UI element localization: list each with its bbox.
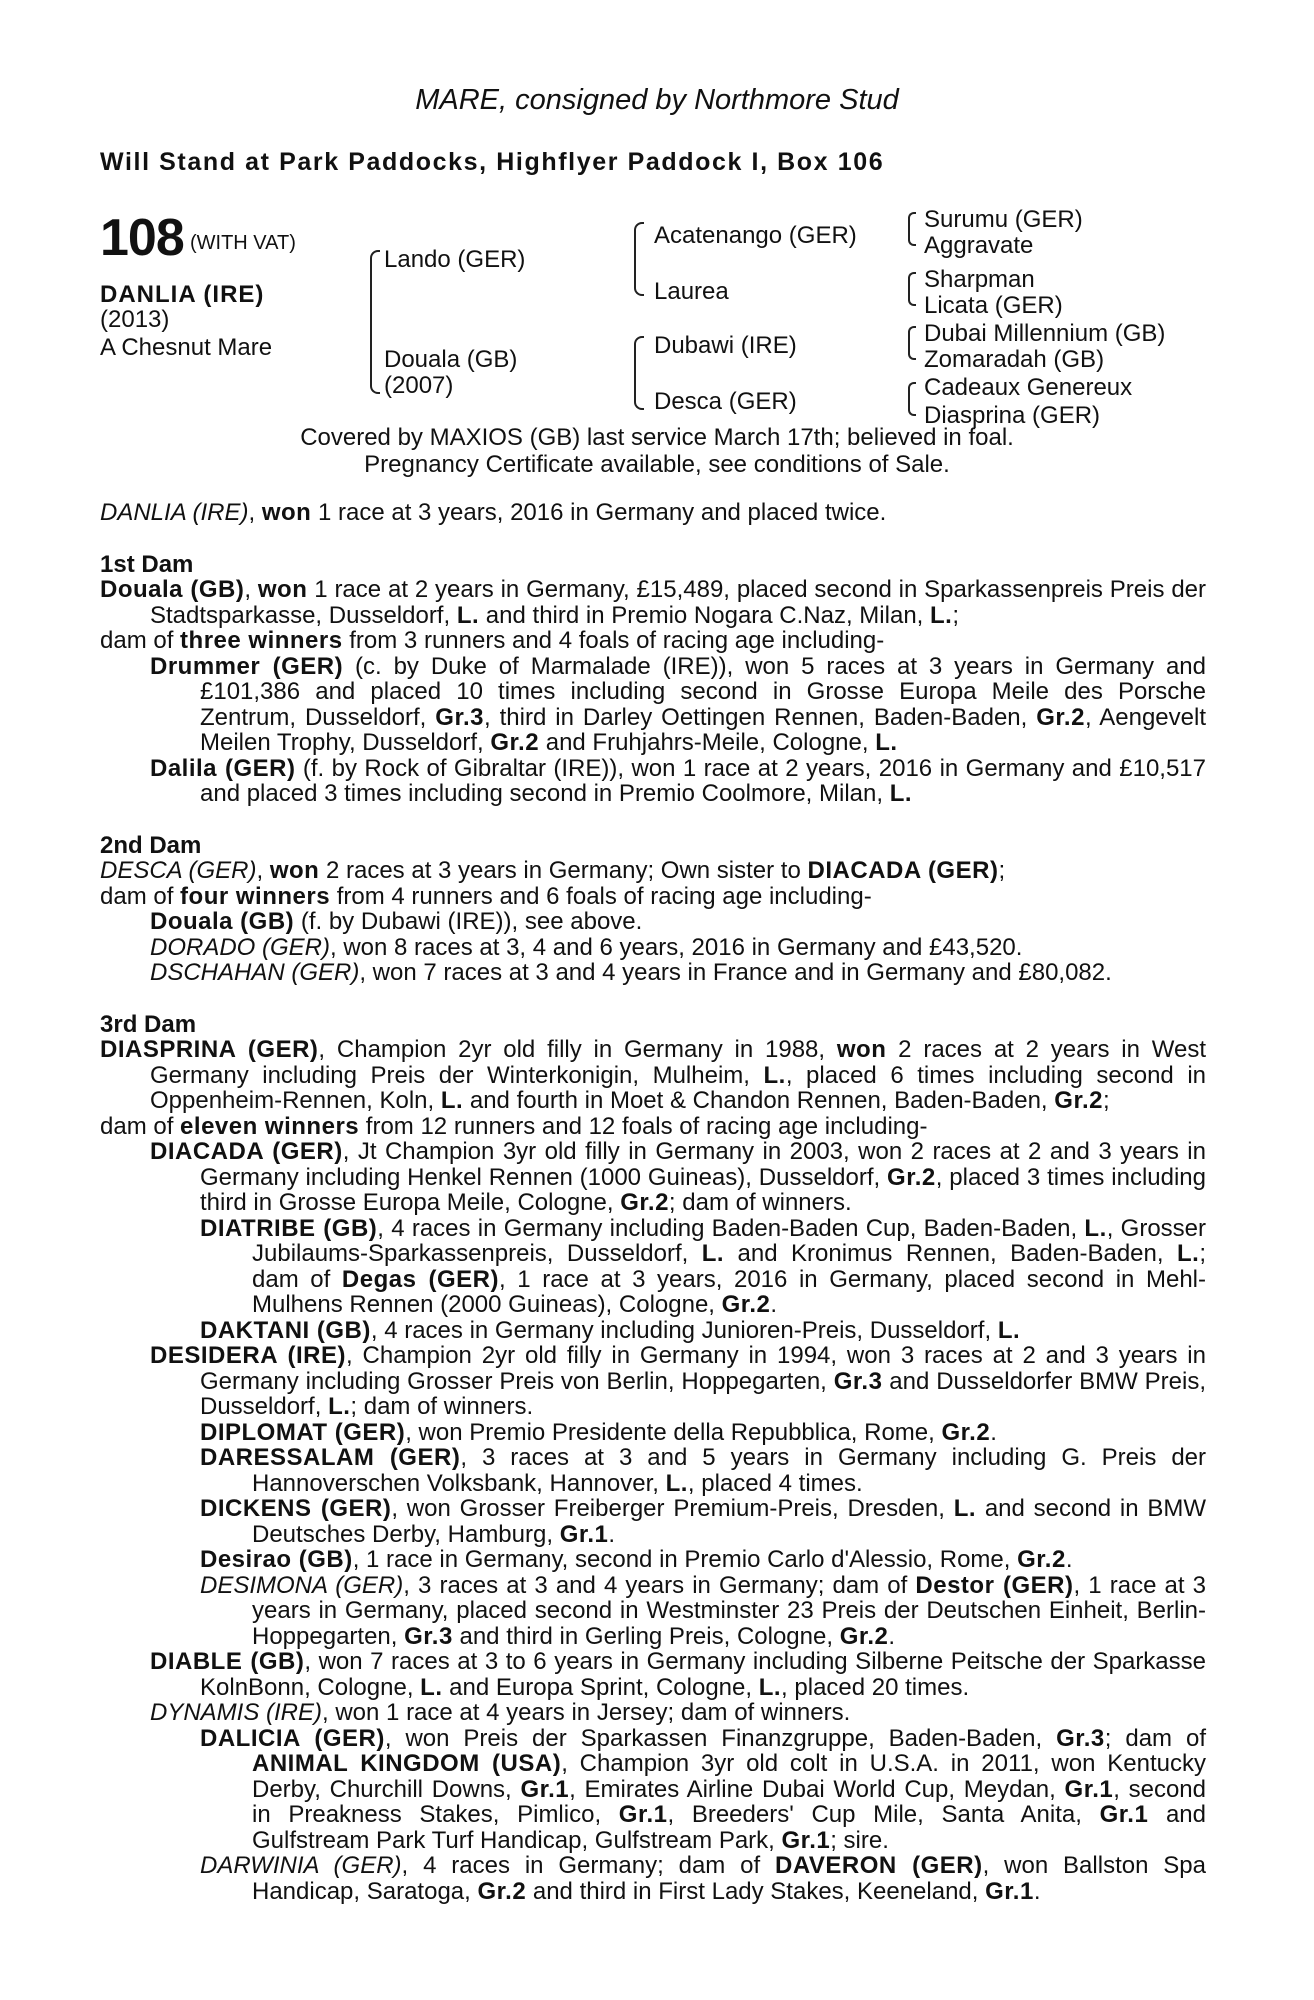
progeny-text: and third in First Lady Stakes, Keeneland,	[526, 1877, 986, 1905]
first-dam-name: Douala (GB)	[100, 576, 245, 603]
progeny-text: , placed 3 times including third in Grosse Europa Meile, Cologne,	[200, 1163, 1207, 1216]
progeny-name: DIACADA (GER)	[150, 1138, 343, 1165]
progeny-text: ; dam of winners.	[350, 1393, 534, 1420]
group-level: Gr.2	[1036, 703, 1085, 731]
second-dam-heading: 2nd Dam	[100, 831, 202, 859]
listed-level: L.	[665, 1469, 688, 1497]
group-level: Gr.2	[887, 1163, 936, 1191]
progeny-text: , 1 race at 3 years, 2016 in Germany, placed second in Mehl-Mulhens Rennen (2000 Guineas), Cologne,	[252, 1265, 1206, 1318]
progeny-desirao	[100, 1547, 1206, 1573]
group-level: Gr.1	[1099, 1801, 1149, 1828]
first-dam-text-2: and third in Premio Nogara C.Naz, Milan,	[479, 601, 930, 629]
group-level: Gr.2	[1054, 1087, 1103, 1114]
progeny-text: ; dam of winners.	[668, 1189, 852, 1216]
progeny-name: DIATRIBE (GB)	[200, 1214, 378, 1242]
progeny-dynamis	[100, 1700, 1206, 1726]
third-dam-dam-of-rest: from 12 runners and 12 foals of racing age including-	[359, 1112, 928, 1140]
second-dam-dam-of-rest: from 4 runners and 6 foals of racing age including-	[330, 882, 872, 910]
second-dam-name: DESCA (GER)	[100, 857, 257, 884]
pedigree-dd-dam: Diasprina (GER)	[924, 402, 1101, 429]
horse-year: (2013)	[100, 306, 170, 333]
progeny-text: and Kronimus Rennen, Baden-Baden,	[724, 1240, 1177, 1267]
progeny-text: , won Ballston Spa Handicap, Saratoga,	[252, 1852, 1206, 1905]
pedigree-sd-dam: Licata (GER)	[924, 292, 1063, 319]
progeny-text: and Europa Sprint, Cologne,	[442, 1673, 759, 1701]
first-dam-listed-2: L.	[930, 601, 953, 629]
listed-level: L.	[997, 1316, 1021, 1344]
second-dam-text-1: 2 races at 3 years in Germany; Own sister to	[319, 857, 808, 884]
pedigree-sd-sire: Sharpman	[924, 266, 1035, 293]
progeny-diable	[100, 1649, 1206, 1700]
progeny-text: , placed 20 times.	[781, 1673, 970, 1701]
pedigree-brace-dam	[634, 336, 644, 410]
progeny-text: , 4 races in Germany including Baden-Baden Cup, Baden-Baden,	[377, 1214, 1085, 1242]
progeny-text: , 3 races at 3 and 5 years in Germany including G. Preis der Hannoverschen Volksbank, Hannover,	[252, 1444, 1207, 1497]
horse-name: DANLIA (IRE)	[100, 281, 265, 308]
first-dam-text-3: ;	[952, 601, 959, 629]
cover-line-1: Covered by MAXIOS (GB) last service March 17th; believed in foal.	[300, 424, 1014, 451]
pedigree-brace-ss	[908, 212, 916, 246]
group-level: Gr.3	[1056, 1724, 1105, 1752]
progeny-name: DESIMONA (GER)	[200, 1571, 404, 1599]
progeny-text: , Aengevelt Meilen Trophy, Dusseldorf,	[200, 703, 1206, 756]
progeny-text: , 3 races at 3 and 4 years in Germany; dam of	[403, 1571, 916, 1599]
group-level: Gr.1	[559, 1520, 609, 1548]
third-dam-dam-of: dam of	[100, 1112, 181, 1140]
vat-note: (WITH VAT)	[190, 232, 296, 254]
progeny-daressalam	[100, 1445, 1206, 1496]
group-level: Gr.2	[1017, 1546, 1066, 1573]
progeny-text: , 1 race in Germany, second in Premio Carlo d'Alessio, Rome,	[352, 1546, 1018, 1573]
pedigree-ss-dam: Aggravate	[924, 232, 1034, 259]
second-dam-text-2: ;	[998, 857, 1006, 884]
progeny-text: ; dam of	[252, 1240, 1206, 1293]
pedigree-dam: Douala (GB)	[384, 346, 518, 373]
progeny-text: , 4 races in Germany; dam of	[401, 1852, 776, 1879]
listed-level: L.	[758, 1673, 782, 1701]
listed-level: L.	[420, 1673, 443, 1701]
progeny-name: DIABLE (GB)	[150, 1648, 305, 1675]
progeny-text: , won 1 race at 4 years in Jersey; dam of winners.	[322, 1699, 851, 1726]
group-level: Gr.2	[490, 729, 540, 756]
group-level: Gr.3	[404, 1622, 453, 1650]
third-dam-won: won	[836, 1036, 887, 1063]
second-dam-winners: four winners	[180, 882, 331, 910]
listed-level: L.	[763, 1061, 786, 1089]
pedigree-sire-sire: Acatenango (GER)	[654, 222, 857, 249]
progeny-name: DYNAMIS (IRE)	[150, 1699, 323, 1726]
progeny-diatribe	[100, 1216, 1206, 1318]
progeny-text: (f. by Rock of Gibraltar (IRE)), won 1 race at 2 years, 2016 in Germany and £10,517 and placed 3 times including second in Premio Coolmore, Milan,	[200, 754, 1206, 807]
group-level: Gr.2	[721, 1291, 771, 1318]
progeny-name: DARESSALAM (GER)	[200, 1444, 461, 1471]
third-dam-record	[100, 1037, 1206, 1114]
progeny-desidera	[100, 1343, 1206, 1420]
pedigree-brace-main	[370, 250, 380, 394]
listed-level: L.	[875, 729, 898, 756]
progeny-name: DESIDERA (IRE)	[150, 1342, 346, 1369]
summary-rest: 1 race at 3 years, 2016 in Germany and placed twice.	[311, 499, 887, 526]
progeny-text: , won Premio Presidente della Repubblica, Rome,	[405, 1418, 942, 1446]
progeny-name: DALICIA (GER)	[200, 1724, 385, 1752]
progeny-dickens	[100, 1496, 1206, 1547]
pedigree-brace-sire	[634, 222, 644, 296]
group-level: Gr.2	[941, 1418, 991, 1446]
pedigree-ds-dam: Zomaradah (GB)	[924, 346, 1105, 373]
progeny-text: ; sire.	[830, 1826, 889, 1854]
group-level: Gr.1	[781, 1826, 831, 1854]
summary-won: won	[261, 499, 312, 526]
progeny-diacada	[100, 1139, 1206, 1216]
first-dam-text-1: 1 race at 2 years in Germany, £15,489, placed second in Sparkassenpreis Preis der Stadtsparkasse, Dusseldorf,	[150, 576, 1206, 629]
first-dam-record: Douala (GB), won 1 race at 2 years in Germany, £15,489, placed second in Sparkassenpreis Preis der Stadtsparkasse, Dusseldorf, L. and third in Premio Nogara C.Naz, Milan, L.;	[100, 576, 1206, 629]
group-level: Gr.3	[833, 1367, 883, 1395]
progeny-diplomat	[100, 1420, 1206, 1446]
second-dam-sister: DIACADA (GER)	[807, 857, 999, 884]
progeny-text: , won 7 races at 3 and 4 years in France and in Germany and £80,082.	[359, 959, 1112, 986]
progeny-text: and Dusseldorfer BMW Preis, Dusseldorf,	[200, 1367, 1206, 1420]
progeny-text: .	[990, 1418, 997, 1446]
progeny-name: DICKENS (GER)	[200, 1495, 392, 1522]
third-dam-text: 2 races at 2 years in West Germany including Preis der Winterkonigin, Mulheim,	[150, 1036, 1207, 1089]
first-dam-dam-of-rest: from 3 runners and 4 foals of racing age including-	[342, 627, 885, 654]
progeny-text: , third in Darley Oettingen Rennen, Baden-Baden,	[484, 703, 1037, 731]
listed-level: L.	[701, 1240, 725, 1267]
pedigree-dam-year: (2007)	[384, 372, 454, 399]
listed-level: L.	[1177, 1240, 1200, 1267]
progeny-text: .	[1065, 1546, 1073, 1573]
progeny-name: Dalila (GER)	[150, 754, 296, 782]
catalogue-body	[100, 500, 1206, 1904]
first-dam-progeny-2	[100, 756, 1206, 807]
stable-location: Will Stand at Park Paddocks, Highflyer Paddock I, Box 106	[100, 148, 885, 176]
horse-description: A Chesnut Mare	[100, 334, 273, 361]
summary: DANLIA (IRE), won 1 race at 3 years, 2016 in Germany and placed twice.	[100, 499, 887, 526]
progeny-text: (c. by Duke of Marmalade (IRE)), won 5 races at 3 years in Germany and £101,386 and placed 10 times including second in Grosse Europa Meile des Porsche Zentrum, Dusseldorf,	[200, 652, 1206, 731]
pedigree-sire: Lando (GER)	[384, 246, 526, 273]
spacer	[100, 807, 1206, 833]
second-dam-record: DESCA (GER), won 2 races at 3 years in Germany; Own sister to DIACADA (GER);	[100, 857, 1006, 884]
progeny-text: .	[770, 1291, 778, 1318]
progeny-text: , 1 race at 3 years in Germany, placed second in Westminster 23 Preis der Deutschen Einheit, Berlin-Hoppegarten,	[252, 1571, 1207, 1650]
progeny-text: , Champion 2yr old filly in Germany in 1994, won 3 races at 2 and 3 years in Germany including Grosser Preis von Berlin, Hoppegarten,	[200, 1342, 1206, 1395]
progeny-text: .	[888, 1622, 896, 1650]
first-dam-dam-of: dam of	[100, 627, 181, 654]
progeny-text: , Champion 3yr old colt in U.S.A. in 2011, won Kentucky Derby, Churchill Downs,	[252, 1750, 1206, 1803]
pedigree-ss-sire: Surumu (GER)	[924, 206, 1083, 233]
listed-level: L.	[889, 780, 913, 807]
pedigree-brace-ds	[908, 326, 916, 360]
progeny-name: DIPLOMAT (GER)	[200, 1418, 406, 1446]
third-dam-produce-summary	[100, 1114, 1206, 1140]
progeny-desimona	[100, 1573, 1206, 1650]
progeny-name: DAKTANI (GB)	[200, 1316, 371, 1344]
progeny-dalicia	[100, 1726, 1206, 1854]
first-dam-winners: three winners	[180, 627, 343, 654]
group-level: Gr.2	[839, 1622, 889, 1650]
second-dam-progeny-2	[100, 935, 1206, 961]
progeny-text: , Grosser Jubilaums-Sparkassenpreis, Dusseldorf,	[252, 1214, 1207, 1267]
first-dam-heading: 1st Dam	[100, 550, 194, 578]
group-level: Gr.1	[1064, 1775, 1114, 1803]
progeny-text: and Gulfstream Park Turf Handicap, Gulfstream Park,	[252, 1801, 1207, 1854]
pedigree-dd-sire: Cadeaux Genereux	[924, 374, 1133, 401]
first-dam-produce-summary	[100, 628, 1206, 654]
first-dam-progeny-1	[100, 654, 1206, 756]
progeny-text: and second in BMW Deutsches Derby, Hamburg,	[252, 1495, 1207, 1548]
listed-level: L.	[1084, 1214, 1107, 1242]
progeny-text: , placed 4 times.	[687, 1469, 863, 1497]
summary-name: DANLIA (IRE)	[100, 499, 249, 526]
progeny-daktani	[100, 1318, 1206, 1344]
second-dam-produce-summary	[100, 884, 1206, 910]
pedigree-dam-sire: Dubawi (IRE)	[654, 332, 797, 359]
progeny-text: , Breeders' Cup Mile, Santa Anita,	[667, 1801, 1100, 1828]
progeny-name: Degas (GER)	[341, 1265, 500, 1293]
progeny-darwinia	[100, 1853, 1206, 1904]
third-dam-name: DIASPRINA (GER)	[100, 1036, 319, 1063]
progeny-text: , won Grosser Freiberger Premium-Preis, Dresden,	[391, 1495, 954, 1522]
progeny-text: , 4 races in Germany including Junioren-Preis, Dusseldorf,	[370, 1316, 998, 1344]
group-level: Gr.3	[435, 703, 484, 731]
progeny-name: Drummer (GER)	[150, 652, 344, 680]
third-dam-winners: eleven winners	[180, 1112, 360, 1140]
second-dam-dam-of: dam of	[100, 882, 181, 910]
listed-level: L.	[953, 1495, 977, 1522]
progeny-name: Desirao (GB)	[200, 1546, 353, 1573]
progeny-name: Douala (GB)	[150, 908, 295, 935]
progeny-text: , won Preis der Sparkassen Finanzgruppe, Baden-Baden,	[384, 1724, 1057, 1752]
third-dam-text: and fourth in Moet & Chandon Rennen, Baden-Baden,	[463, 1087, 1055, 1114]
spacer	[100, 526, 1206, 552]
third-dam-heading: 3rd Dam	[100, 1010, 197, 1038]
group-level: Gr.1	[985, 1877, 1034, 1905]
progeny-name: DARWINIA (GER)	[200, 1852, 402, 1879]
third-dam-text: , Champion 2yr old filly in Germany in 1988,	[318, 1036, 837, 1063]
progeny-name: DAVERON (GER)	[775, 1852, 983, 1879]
page-heading: MARE, consigned by Northmore Stud	[415, 84, 899, 116]
progeny-text: ; dam of	[1104, 1724, 1206, 1752]
group-level: Gr.1	[520, 1775, 570, 1803]
first-dam-won: won	[257, 576, 308, 603]
lot-number: 108	[100, 209, 184, 267]
progeny-name: DORADO (GER)	[150, 933, 330, 961]
pedigree-sire-dam: Laurea	[654, 278, 729, 305]
progeny-text: , won 7 races at 3 to 6 years in Germany including Silberne Peitsche der Sparkasse KolnBonn, Cologne,	[200, 1648, 1207, 1701]
first-dam-listed-1: L.	[456, 601, 480, 629]
listed-level: L.	[328, 1393, 351, 1420]
progeny-text: , Jt Champion 3yr old filly in Germany in 2003, won 2 races at 2 and 3 years in Germany including Henkel Rennen (1000 Guineas), Dusseldorf,	[200, 1138, 1206, 1191]
progeny-name: Destor (GER)	[915, 1571, 1074, 1599]
progeny-name: ANIMAL KINGDOM (USA)	[252, 1750, 562, 1777]
group-level: Gr.1	[618, 1801, 668, 1828]
progeny-text: , second in Preakness Stakes, Pimlico,	[252, 1775, 1207, 1828]
second-dam-won: won	[269, 857, 320, 884]
progeny-text: .	[1033, 1877, 1041, 1905]
third-dam-text: , placed 6 times including second in Oppenheim-Rennen, Koln,	[150, 1061, 1206, 1114]
pedigree-brace-dd	[908, 382, 916, 416]
progeny-text: and Fruhjahrs-Meile, Cologne,	[539, 729, 876, 756]
progeny-name: DSCHAHAN (GER)	[150, 959, 360, 986]
spacer	[100, 986, 1206, 1012]
group-level: Gr.2	[477, 1877, 527, 1905]
group-level: Gr.2	[620, 1189, 669, 1216]
second-dam-progeny-1	[100, 909, 1206, 935]
pedigree-brace-sd	[908, 272, 916, 306]
cover-line-2: Pregnancy Certificate available, see conditions of Sale.	[364, 451, 950, 478]
second-dam-progeny-3	[100, 960, 1206, 986]
third-dam-text: ;	[1102, 1087, 1110, 1114]
progeny-text: , Emirates Airline Dubai World Cup, Meydan,	[569, 1775, 1065, 1803]
pedigree-dam-dam: Desca (GER)	[654, 388, 797, 415]
cover-note	[0, 424, 1314, 478]
listed-level: L.	[440, 1087, 464, 1114]
pedigree-ds-sire: Dubai Millennium (GB)	[924, 320, 1166, 347]
progeny-text: (f. by Dubawi (IRE)), see above.	[294, 908, 643, 935]
progeny-text: , won 8 races at 3, 4 and 6 years, 2016 in Germany and £43,520.	[330, 933, 1023, 961]
progeny-text: .	[608, 1520, 616, 1548]
progeny-text: and third in Gerling Preis, Cologne,	[452, 1622, 840, 1650]
